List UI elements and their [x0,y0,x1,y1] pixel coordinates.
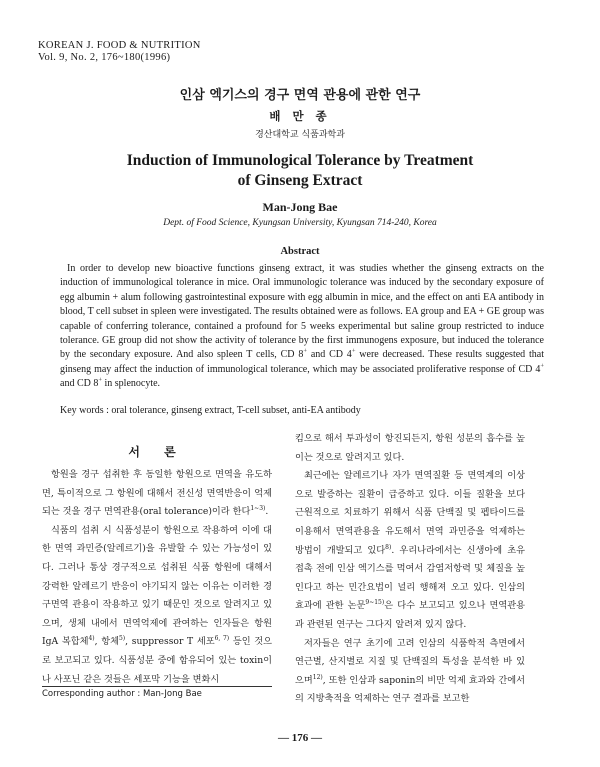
abstract-heading: Abstract [280,246,320,257]
english-title [0,151,600,191]
right-column [295,430,525,709]
english-title-line2: of Ginseng Extract [237,172,363,189]
korean-author: 배 만 종 [269,109,331,123]
english-title-line1: Induction of Immunological Tolerance by Treatment [126,152,474,169]
right-paragraph-1: 최근에는 알레르기나 자가 면역질환 등 면역계의 이상으로 발증하는 질환이 급증하고 있다. 이들 질환을 보다 근원적으로 치료하기 위해서 식품 단백질 및 펩타이드를 이용해서 면역관용을 유도해서 면역 과민증을 억제하는 방법이 개발되고 있다$^{8)}$. 우리나라에서는 신생아에 초유 접촉 전에 인삼 엑기스를 먹여서 감염저항력 및 체질을 높인다고 하는 민간요법이 널리 행해져 오고 있다. 인삼의 효과에 관한 논문$^{9\sim 15)}$은 다수 보고되고 있으나 면역관용과 관련된 연구는 그다지 알려져 있지 않다. [295,470,525,630]
journal-header [38,40,201,64]
corresponding-author-footnote: Corresponding author : Man-Jong Bae [42,689,202,699]
left-column [42,466,272,689]
english-affiliation: Dept. of Food Science, Kyungsan University, Kyungsan 714-240, Korea [163,218,437,228]
journal-volume: Vol. 9, No. 2, 176~180(1996) [38,52,171,63]
right-paragraph-2: 저자들은 연구 초기에 고려 인삼의 식품학적 측면에서 연근별, 산지별로 지질 및 단백질의 특성을 분석한 바 있으며$^{12)}$, 또한 인삼과 saponin의 비만 억제 효과와 간에서의 지방축적을 억제하는 연구 결과를 보고한 [295,637,525,705]
left-paragraph-1: 항원을 경구 섭취한 후 동일한 항원으로 면역을 유도하면, 특이적으로 그 항원에 대해서 전신성 면역반응이 억제되는 것을 경구 면역관용(oral tolerance)이라 한다$^{1\sim 3)}$. [42,469,272,518]
english-author: Man-Jong Bae [262,200,338,214]
right-paragraph-0: 킴으로 해서 투과성이 항진되든지, 항원 성분의 흡수를 높이는 것으로 알려지고 있다. [295,433,525,463]
journal-name: KOREAN J. FOOD & NUTRITION [38,40,201,51]
keywords: Key words : oral tolerance, ginseng extract, T-cell subset, anti-EA antibody [60,405,361,416]
page-number: — 176 — [278,732,322,744]
left-paragraph-2: 식품의 섭취 시 식품성분이 항원으로 작용하여 이에 대한 면역 과민증(알레르기)을 유발할 수 있는 가능성이 있다. 그러나 통상 경구적으로 섭취된 식품 항원에 대해서 강력한 알레르기 반응이 야기되지 않는 이유는 이러한 경구면역 관용이 작용하고 있기 때문인 것으로 알려지고 있으며, 생체 내에서 면역억제에 관여하는 인자들은 항원 IgA 복합체$^{4)}$, 항체$^{5)}$, suppressor T 세포$^{6, 7)}$ 등인 것으로 보고되고 있다. 식품성분 중에 함유되어 있는 toxin이나 사포닌 같은 것들은 세포막 기능을 변화시 [42,524,273,685]
section-title-introduction: 서 론 [128,445,186,459]
footnote-divider [42,686,272,687]
abstract-text: In order to develop new bioactive functions ginseng extract, it was studies whether the ginseng extracts on the induction of immunological tolerance in mice. Oral immunologic tolerance was induced by the secondary exposure of egg albumin + alum following gastrointestinal exposure with egg albumin in mice, and the effect on anti EA antibody in blood, T cell subset in spleen were investigated. The results obtained were as follows. EA group and EA + GE group was capable of conferring tolerance, contained a profound for 5 weeks experimental but saline group restricted to induce tolerance. GE group did not show the activity of tolerance by the first immunogens exposure, but induced the tolerance by the secondary exposure. And also spleen T cells, CD 8+ and CD 4+ were decreased. These results suggested that ginseng may affect the induction of immunological tolerance, which may be associated proliferative response of CD 4+ and CD 8+ in splenocyte. [60,263,544,390]
korean-affiliation: 경산대학교 식품과학과 [255,130,345,140]
korean-title: 인삼 엑기스의 경구 면역 관용에 관한 연구 [179,88,421,103]
